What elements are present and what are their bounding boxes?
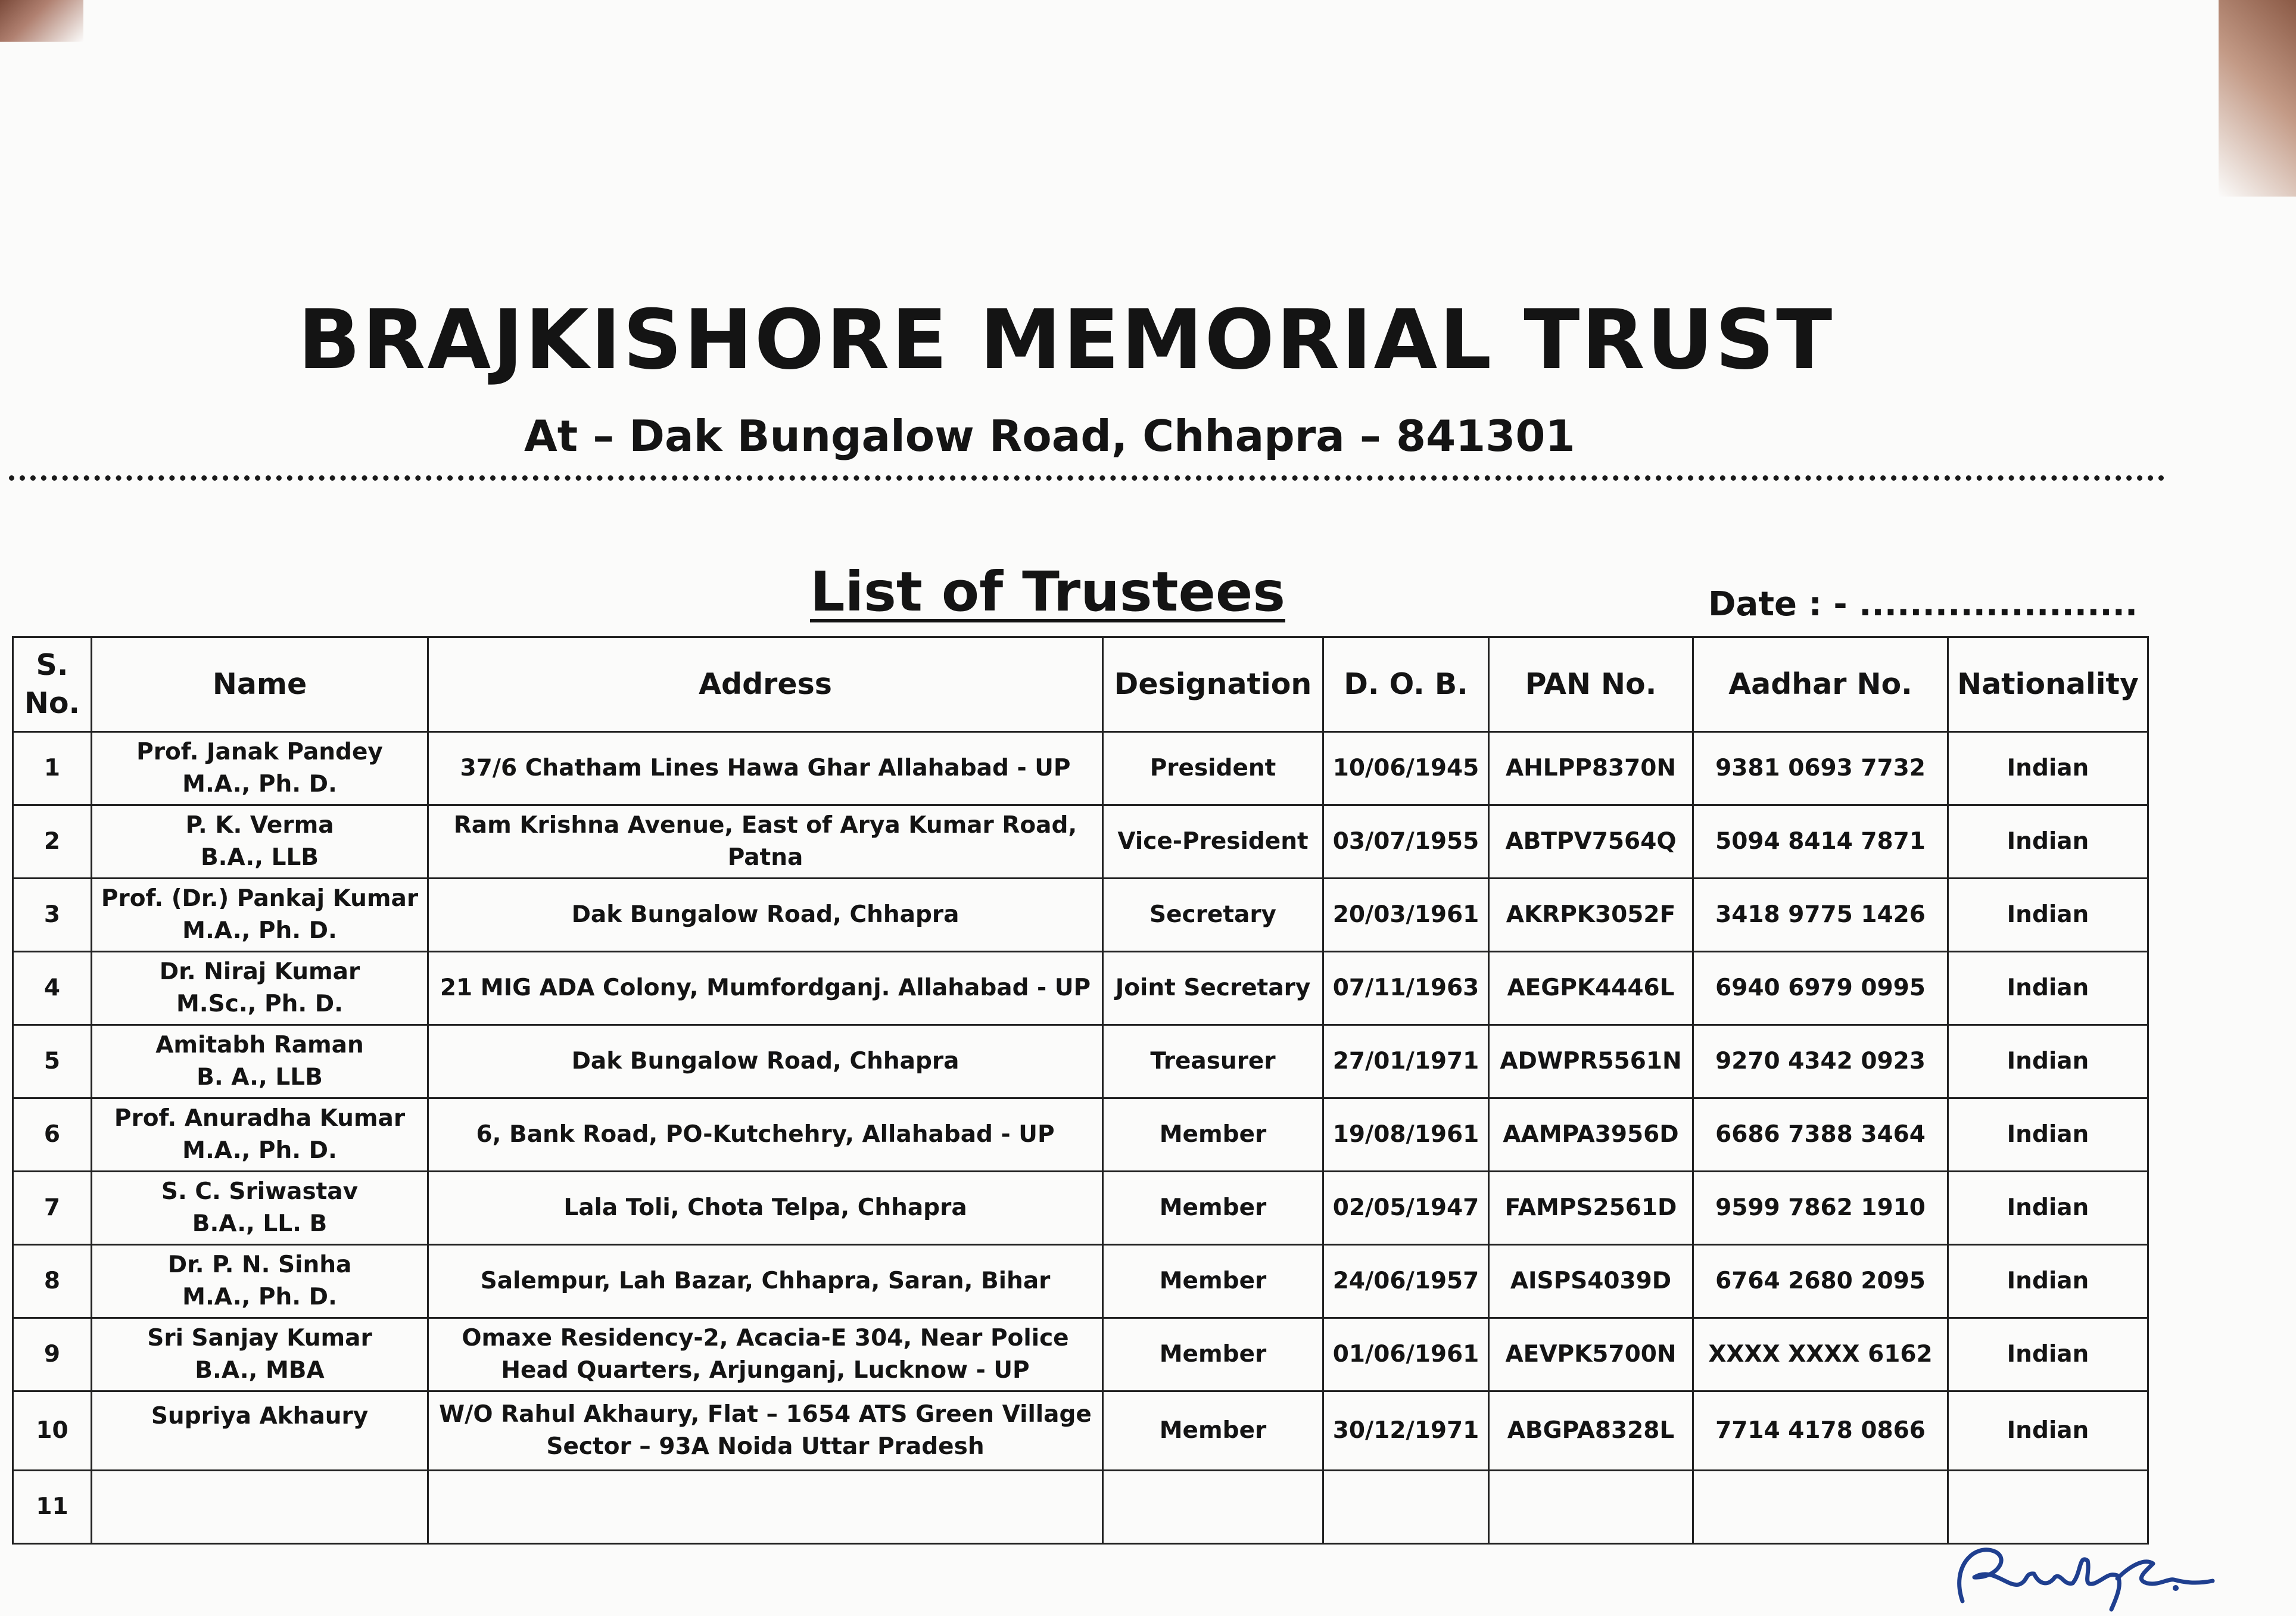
cell-pan: AKRPK3052F (1489, 879, 1693, 952)
cell-nationality: Indian (1948, 1245, 2148, 1318)
cell-name (92, 1471, 428, 1544)
cell-name-line-1: Prof. (Dr.) Pankaj Kumar (101, 885, 419, 913)
cell-name (92, 1098, 428, 1172)
cell-name (92, 732, 428, 805)
cell-aadhar: 6686 7388 3464 (1693, 1098, 1948, 1172)
cell-nationality: Indian (1948, 1025, 2148, 1098)
cell-name (92, 1245, 428, 1318)
cell-nationality: Indian (1948, 1391, 2148, 1471)
cell-address-line-1: Lala Toli, Chota Telpa, Chhapra (563, 1194, 967, 1222)
cell-name-line-2: B.A., MBA (195, 1357, 325, 1384)
cell-address (428, 1172, 1103, 1245)
cell-name (92, 1391, 428, 1471)
cell-sno: 3 (13, 879, 92, 952)
header-name: Name (92, 637, 428, 732)
photo-background-corner (0, 0, 83, 42)
header-address: Address (428, 637, 1103, 732)
cell-pan: AEGPK4446L (1489, 952, 1693, 1025)
table-row (13, 1098, 2148, 1172)
cell-designation: Secretary (1103, 879, 1323, 952)
cell-pan: ABGPA8328L (1489, 1391, 1693, 1471)
table-row (13, 805, 2148, 879)
cell-designation: President (1103, 732, 1323, 805)
cell-dob: 03/07/1955 (1323, 805, 1489, 879)
cell-name-line-1: P. K. Verma (185, 812, 334, 839)
cell-pan: ABTPV7564Q (1489, 805, 1693, 879)
cell-aadhar: 6940 6979 0995 (1693, 952, 1948, 1025)
cell-address-line-1: Dak Bungalow Road, Chhapra (571, 1048, 959, 1075)
header-aadhar: Aadhar No. (1693, 637, 1948, 732)
cell-dob: 24/06/1957 (1323, 1245, 1489, 1318)
cell-aadhar: 9270 4342 0923 (1693, 1025, 1948, 1098)
cell-address-line-1: W/O Rahul Akhaury, Flat – 1654 ATS Green Village (439, 1401, 1092, 1428)
cell-name-line-1: Supriya Akhaury (151, 1403, 369, 1430)
table-row (13, 952, 2148, 1025)
cell-designation: Joint Secretary (1103, 952, 1323, 1025)
cell-aadhar (1693, 1471, 1948, 1544)
cell-name-line-2: B.A., LLB (200, 844, 319, 871)
cell-name-line-2: B. A., LLB (197, 1064, 323, 1091)
cell-name (92, 1318, 428, 1391)
cell-name-line-1: Sri Sanjay Kumar (147, 1325, 372, 1352)
date-field: Date : - ...................... (1708, 585, 2138, 624)
header-dob: D. O. B. (1323, 637, 1489, 732)
cell-pan: AISPS4039D (1489, 1245, 1693, 1318)
cell-name-line-1: Dr. P. N. Sinha (167, 1251, 352, 1279)
cell-pan (1489, 1471, 1693, 1544)
cell-name-line-2: M.Sc., Ph. D. (176, 991, 343, 1017)
cell-address (428, 879, 1103, 952)
cell-name-line-1: S. C. Sriwastav (161, 1178, 359, 1206)
table-row (13, 1245, 2148, 1318)
cell-nationality: Indian (1948, 805, 2148, 879)
cell-sno: 4 (13, 952, 92, 1025)
cell-name-line-1: Prof. Janak Pandey (136, 739, 383, 766)
cell-dob: 20/03/1961 (1323, 879, 1489, 952)
cell-name (92, 952, 428, 1025)
cell-dob: 01/06/1961 (1323, 1318, 1489, 1391)
cell-dob: 10/06/1945 (1323, 732, 1489, 805)
cell-address-line-1: 6, Bank Road, PO-Kutchehry, Allahabad - UP (476, 1121, 1055, 1148)
cell-designation: Treasurer (1103, 1025, 1323, 1098)
cell-sno: 5 (13, 1025, 92, 1098)
cell-aadhar: 3418 9775 1426 (1693, 879, 1948, 952)
cell-address-line-2: Patna (727, 844, 803, 871)
cell-address (428, 732, 1103, 805)
cell-address-line-1: Ram Krishna Avenue, East of Arya Kumar Road, (453, 812, 1077, 839)
cell-nationality: Indian (1948, 1172, 2148, 1245)
cell-pan: AAMPA3956D (1489, 1098, 1693, 1172)
cell-sno: 2 (13, 805, 92, 879)
cell-dob: 19/08/1961 (1323, 1098, 1489, 1172)
cell-name (92, 1172, 428, 1245)
cell-dob: 02/05/1947 (1323, 1172, 1489, 1245)
cell-nationality: Indian (1948, 1098, 2148, 1172)
cell-name (92, 805, 428, 879)
cell-aadhar: XXXX XXXX 6162 (1693, 1318, 1948, 1391)
cell-designation: Member (1103, 1245, 1323, 1318)
cell-name-line-2: M.A., Ph. D. (182, 917, 337, 944)
cell-name-line-2: M.A., Ph. D. (182, 1137, 337, 1164)
cell-name-line-1: Dr. Niraj Kumar (159, 958, 360, 986)
cell-designation: Member (1103, 1172, 1323, 1245)
cell-dob: 07/11/1963 (1323, 952, 1489, 1025)
cell-nationality: Indian (1948, 879, 2148, 952)
cell-name (92, 879, 428, 952)
cell-pan: AHLPP8370N (1489, 732, 1693, 805)
cell-address-line-1: Dak Bungalow Road, Chhapra (571, 901, 959, 929)
header-nationality: Nationality (1948, 637, 2148, 732)
table-row (13, 732, 2148, 805)
cell-nationality: Indian (1948, 952, 2148, 1025)
cell-address (428, 952, 1103, 1025)
cell-sno: 9 (13, 1318, 92, 1391)
cell-address (428, 1318, 1103, 1391)
cell-dob: 30/12/1971 (1323, 1391, 1489, 1471)
table-row (13, 1391, 2148, 1471)
table-row (13, 1025, 2148, 1098)
table-header-row (13, 637, 2148, 732)
cell-address (428, 1098, 1103, 1172)
cell-address-line-1: Salempur, Lah Bazar, Chhapra, Saran, Bihar (480, 1268, 1051, 1295)
cell-designation: Member (1103, 1098, 1323, 1172)
cell-nationality: Indian (1948, 732, 2148, 805)
cell-address-line-1: 21 MIG ADA Colony, Mumfordganj. Allahabad - UP (440, 974, 1091, 1002)
cell-aadhar: 5094 8414 7871 (1693, 805, 1948, 879)
header-designation: Designation (1103, 637, 1323, 732)
cell-designation (1103, 1471, 1323, 1544)
cell-sno: 11 (13, 1471, 92, 1544)
cell-designation: Vice-President (1103, 805, 1323, 879)
cell-address-line-2: Sector – 93A Noida Uttar Pradesh (546, 1433, 985, 1460)
cell-pan: AEVPK5700N (1489, 1318, 1693, 1391)
cell-address (428, 1391, 1103, 1471)
signature (1939, 1531, 2225, 1614)
org-title: BRAJKISHORE MEMORIAL TRUST (298, 292, 1834, 388)
cell-designation: Member (1103, 1318, 1323, 1391)
cell-address (428, 805, 1103, 879)
header-pan: PAN No. (1489, 637, 1693, 732)
table-row (13, 879, 2148, 952)
cell-dob: 27/01/1971 (1323, 1025, 1489, 1098)
cell-sno: 7 (13, 1172, 92, 1245)
cell-sno: 10 (13, 1391, 92, 1471)
cell-aadhar: 7714 4178 0866 (1693, 1391, 1948, 1471)
table-row (13, 1172, 2148, 1245)
list-title: List of Trustees (810, 560, 1285, 624)
org-address: At – Dak Bungalow Road, Chhapra – 841301 (524, 411, 1575, 461)
cell-name (92, 1025, 428, 1098)
table-row (13, 1318, 2148, 1391)
cell-sno: 6 (13, 1098, 92, 1172)
cell-sno: 1 (13, 732, 92, 805)
cell-name-line-1: Prof. Anuradha Kumar (114, 1105, 406, 1132)
photo-background-edge (2219, 0, 2296, 197)
cell-address (428, 1245, 1103, 1318)
cell-aadhar: 6764 2680 2095 (1693, 1245, 1948, 1318)
cell-name-line-2: M.A., Ph. D. (182, 771, 337, 798)
cell-name-line-2: M.A., Ph. D. (182, 1284, 337, 1310)
cell-name-line-2: B.A., LL. B (192, 1210, 328, 1237)
cell-name-line-1: Amitabh Raman (155, 1032, 364, 1059)
cell-address-line-1: 37/6 Chatham Lines Hawa Ghar Allahabad - UP (460, 755, 1071, 782)
cell-address-line-2: Head Quarters, Arjunganj, Lucknow - UP (501, 1357, 1030, 1384)
header-sno: S. No. (13, 637, 92, 732)
cell-pan: FAMPS2561D (1489, 1172, 1693, 1245)
cell-aadhar: 9381 0693 7732 (1693, 732, 1948, 805)
cell-designation: Member (1103, 1391, 1323, 1471)
trustees-table (12, 636, 2149, 1545)
cell-address (428, 1025, 1103, 1098)
cell-pan: ADWPR5561N (1489, 1025, 1693, 1098)
cell-address-line-1: Omaxe Residency-2, Acacia-E 304, Near Police (462, 1325, 1069, 1352)
cell-nationality: Indian (1948, 1318, 2148, 1391)
cell-address (428, 1471, 1103, 1544)
cell-aadhar: 9599 7862 1910 (1693, 1172, 1948, 1245)
dotted-divider (9, 475, 2165, 481)
cell-dob (1323, 1471, 1489, 1544)
table-row (13, 1471, 2148, 1544)
cell-sno: 8 (13, 1245, 92, 1318)
